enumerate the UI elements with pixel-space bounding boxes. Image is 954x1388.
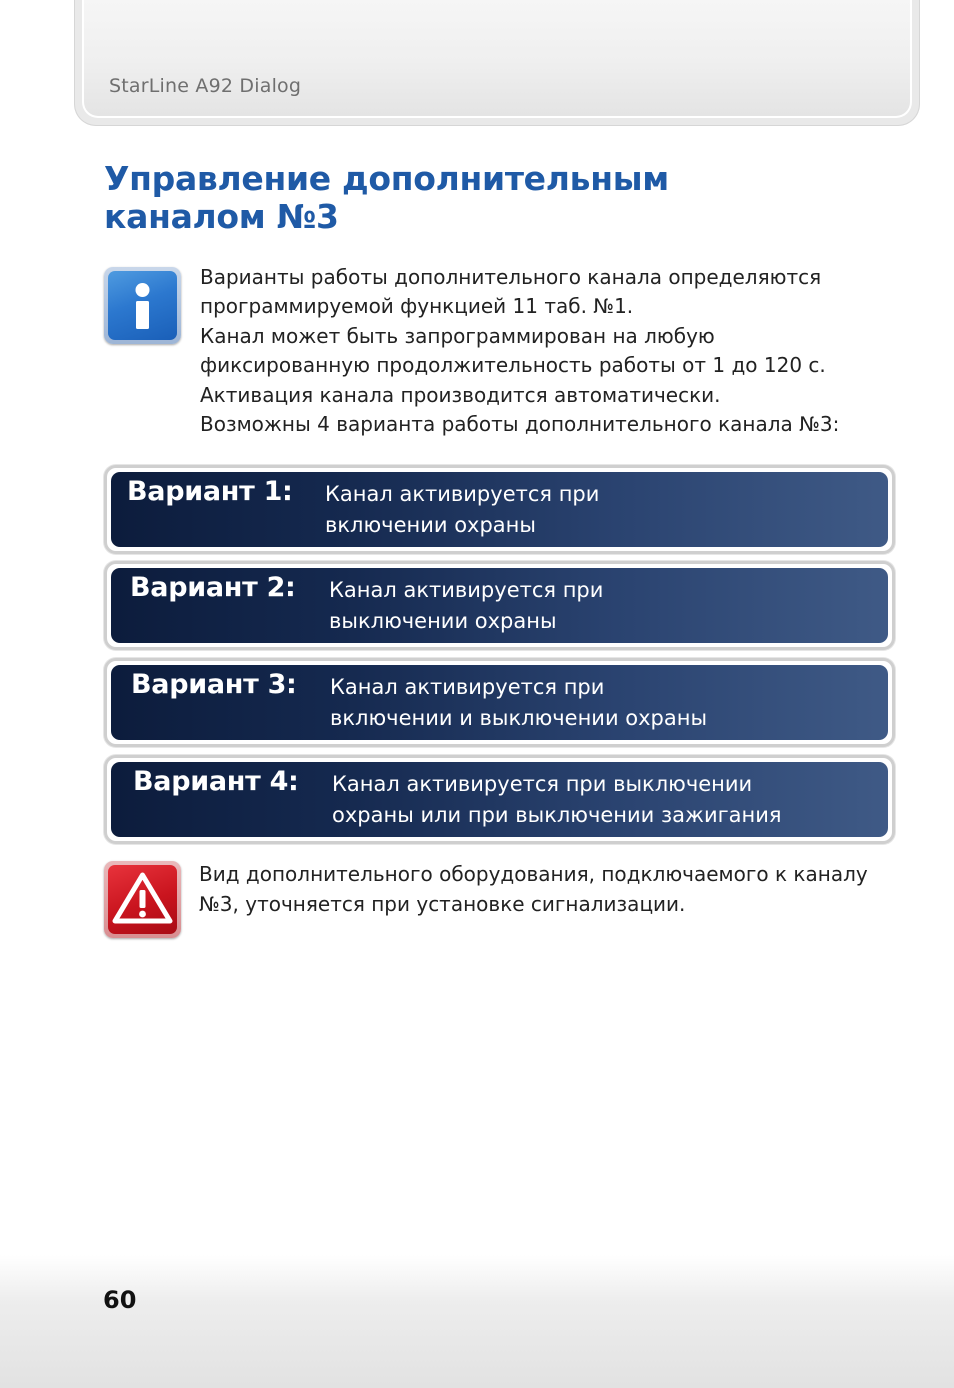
variant-1-label: Вариант 1: (127, 476, 293, 507)
variant-1-bar (111, 472, 888, 547)
warning-line: Вид дополнительного оборудования, подключаемого к каналу (199, 862, 868, 886)
header-product-title: StarLine A92 Dialog (109, 75, 302, 97)
variant-3-label: Вариант 3: (131, 669, 297, 700)
info-line: фиксированную продолжительность работы от 1 до 120 с. (200, 353, 826, 378)
page-title-line-2: каналом №3 (104, 197, 339, 236)
variant-3-box (104, 658, 895, 747)
variant-1-desc-line-1: Канал активируется при (325, 482, 600, 506)
page-number: 60 (103, 1286, 137, 1314)
variant-4-bar (111, 762, 888, 837)
warning-line: №3, уточняется при установке сигнализации. (199, 891, 686, 916)
info-line: Возможны 4 варианта работы дополнительного канала №3: (200, 412, 840, 437)
variant-2-desc-line-1: Канал активируется при (329, 578, 604, 602)
variant-2-desc-line-2: выключении охраны (329, 608, 557, 633)
page-title (104, 160, 669, 236)
warning-triangle-icon (104, 861, 181, 938)
variant-3-bar (111, 665, 888, 740)
variant-4-desc-line-2: охраны или при выключении зажигания (332, 802, 782, 827)
warning-glyph (104, 861, 181, 938)
header-tab-inner (82, 0, 912, 118)
variant-2-bar (111, 568, 888, 643)
variant-4-desc-line-1: Канал активируется при выключении (332, 772, 753, 796)
variant-4-description (332, 769, 782, 830)
variant-2-description (329, 575, 603, 636)
variant-1-description (325, 479, 599, 540)
variant-2-box (104, 561, 895, 650)
footer-band (0, 1255, 954, 1388)
variant-3-desc-line-2: включении и выключении охраны (330, 705, 708, 730)
variant-3-desc-line-1: Канал активируется при (330, 675, 605, 699)
info-line: Канал может быть запрограммирован на любую (200, 323, 715, 348)
variant-3-description (330, 672, 707, 733)
info-line: Активация канала производится автоматически. (200, 382, 721, 407)
info-icon (104, 267, 181, 344)
info-line: программируемой функцией 11 таб. №1. (200, 294, 634, 319)
warning-text (199, 860, 899, 919)
variant-4-label: Вариант 4: (133, 766, 299, 797)
variant-1-desc-line-2: включении охраны (325, 512, 536, 537)
info-line: Варианты работы дополнительного канала определяются (200, 265, 822, 289)
page-title-line-1: Управление дополнительным (104, 159, 669, 198)
info-glyph (104, 267, 181, 344)
header-tab (74, 0, 920, 126)
variant-1-box (104, 465, 895, 554)
info-text (200, 263, 900, 439)
variant-4-box (104, 755, 895, 844)
variant-2-label: Вариант 2: (130, 572, 296, 603)
